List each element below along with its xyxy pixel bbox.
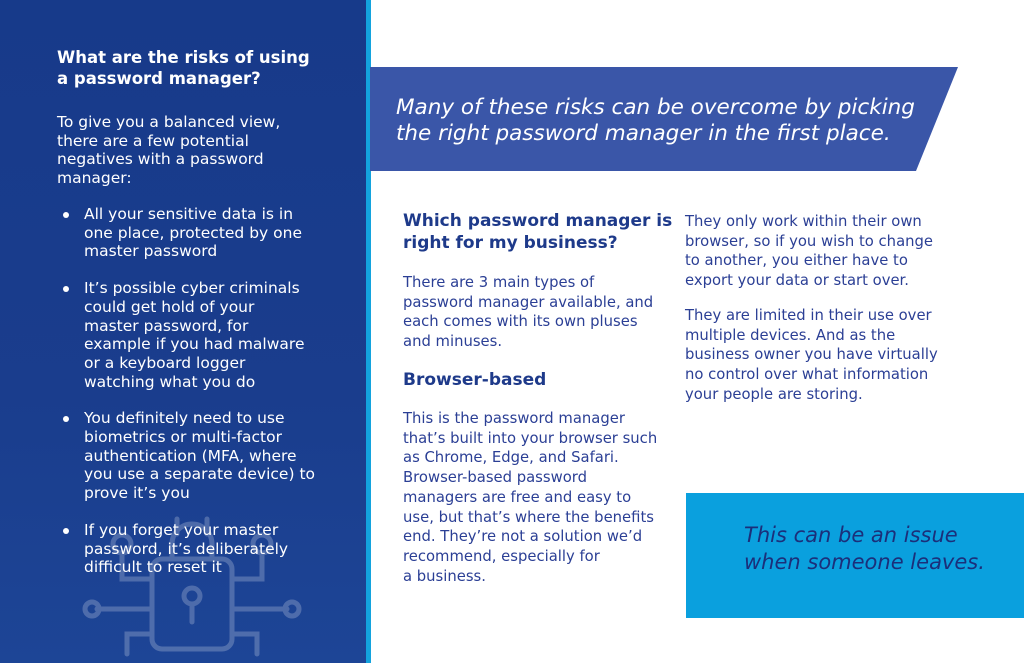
- left-title: What are the risks of using a password manager?: [57, 48, 310, 88]
- banner-text: Many of these risks can be overcome by picking the right password manager in the first place.: [396, 95, 915, 146]
- left-panel: [0, 0, 366, 663]
- list-item: [57, 279, 337, 391]
- bullet-icon: [63, 528, 69, 534]
- circuit-lock-icon: [82, 514, 302, 663]
- quote-banner: [370, 67, 958, 171]
- list-item-text: It’s possible cyber criminals could get hold of your master password, for example if you had malware or a keyboard logger watching what you do: [84, 279, 305, 391]
- list-item: [57, 205, 337, 261]
- section-heading: Which password manager is right for my business?: [403, 211, 673, 253]
- list-item-text: You definitely need to use biometrics or multi-factor authentication (MFA, where you use a separate device) to prove it’s you: [84, 409, 316, 503]
- bullet-icon: [63, 286, 69, 292]
- callout-box: [686, 493, 1024, 618]
- list-item: [57, 409, 337, 503]
- left-intro: To give you a balanced view, there are a few potential negatives with a password manager:: [57, 113, 281, 187]
- bullet-icon: [63, 416, 69, 422]
- list-item-text: If you forget your master password, it’s deliberately difficult to reset it: [84, 520, 289, 577]
- middle-intro: There are 3 main types of password manager available, and each comes with its own pluses and minuses.: [403, 274, 654, 351]
- callout-text: This can be an issue when someone leaves.: [744, 523, 985, 574]
- browser-based-body: This is the password manager that’s built into your browser such as Chrome, Edge, and Safari. Browser-based password managers are free and easy to use, but that’s where the benefits end. They’re not a solution we’d recommend, especially for a business.: [403, 410, 658, 585]
- right-paragraph-1: They only work within their own browser, so if you wish to change to another, you either have to export your data or start over.: [685, 213, 934, 290]
- browser-based-heading: Browser-based: [403, 370, 547, 390]
- right-paragraph-2: They are limited in their use over multiple devices. And as the business owner you have virtually no control over what information your people are storing.: [685, 307, 938, 403]
- bullet-icon: [63, 212, 69, 218]
- list-item-text: All your sensitive data is in one place, protected by one master password: [84, 205, 302, 261]
